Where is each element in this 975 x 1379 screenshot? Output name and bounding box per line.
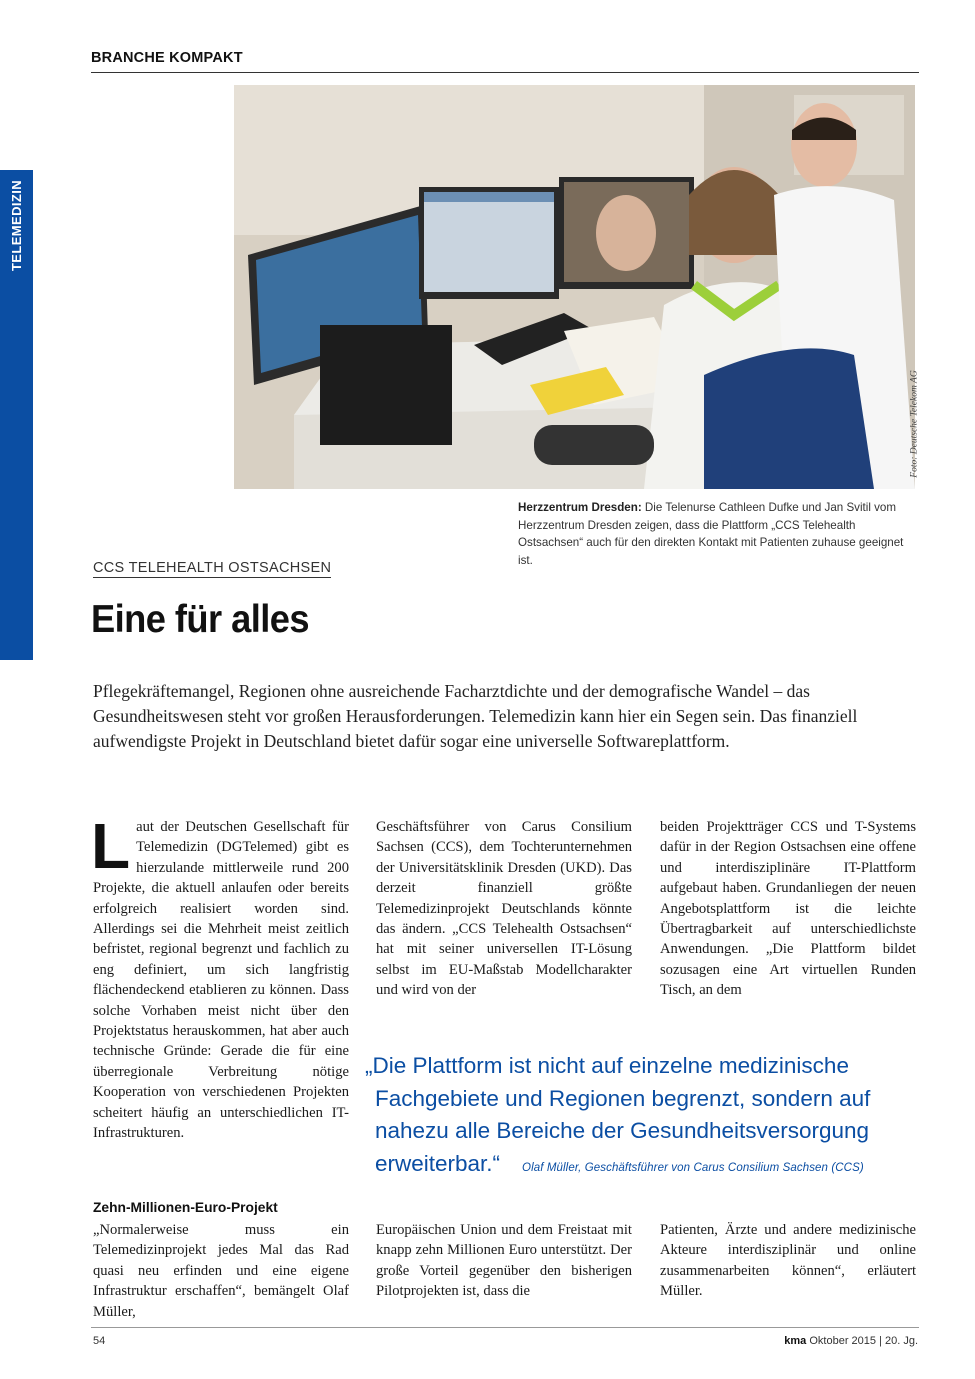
- issue-info: Oktober 2015 | 20. Jg.: [806, 1335, 918, 1347]
- photo-caption: [518, 499, 918, 569]
- footer-rule: [91, 1327, 919, 1328]
- body-column-2-lower: Europäischen Union und dem Freistaat mit knapp zehn Millionen Euro unterstützt. Der große Vorteil gegenüber den bisherigen Pilotprojekten ist, dass die: [376, 1222, 632, 1300]
- quote-line-3: nahezu alle Bereiche der Gesundheitsversorgung: [375, 1118, 870, 1143]
- body-column-1-lower: „Normalerweise muss ein Telemedizinprojekt jedes Mal das Rad quasi neu erfinden und eine eigene Infrastruktur erschaffen“, bemängelt Olaf Müller,: [93, 1222, 349, 1320]
- quote-line-1: „Die Plattform ist nicht auf einzelne medizinische: [365, 1053, 849, 1078]
- body-text-1: aut der Deutschen Gesellschaft für Telemedizin (DGTelemed) gibt es hierzulande mittlerweile rund 200 Projekte, die aktuell anlaufen oder bereits erfolgreich realisiert worden sind. Allerdings sei die Mehrheit meist zeitlich befristet, regional begrenzt und fachlich zu eng definiert, um sich langfristig flächendeckend etablieren zu können. Dass solche Vorhaben meist nicht über den Projektstatus herauskommen, hat aber auch technische Gründe: Gerade die für eine überregionale Verbreitung nötige Kooperation von verschiedenen Projekten scheitert häufig an unterschiedlichen IT-Infrastrukturen.: [93, 819, 349, 1142]
- article-lead: Pflegekräftemangel, Regionen ohne ausreichende Facharztdichte und der demografische Wandel – das Gesundheitswesen steht vor großen Herausforderungen. Telemedizin kann hier ein Segen sein. Das finanziell aufwendigste Projekt in Deutschland bietet dafür sogar eine universelle Softwareplattform.: [93, 681, 858, 751]
- magazine-brand: kma: [784, 1335, 807, 1347]
- page-number: 54: [93, 1335, 106, 1347]
- body-column-1: [91, 810, 349, 1144]
- photo-credit: Foto: Deutsche Telekom AG: [910, 370, 921, 478]
- article-photo: [234, 85, 915, 489]
- quote-line-2: Fachgebiete und Regionen begrenzt, sondern auf: [375, 1085, 871, 1111]
- pull-quote: [365, 1050, 925, 1184]
- section-rubric: BRANCHE KOMPAKT: [91, 50, 243, 66]
- caption-location: Herzzentrum Dresden:: [518, 501, 642, 514]
- quote-line-4: erweiterbar.“ Olaf Müller, Geschäftsführer von Carus Consilium Sachsen (CCS): [375, 1150, 864, 1176]
- photo-illustration: [234, 85, 915, 489]
- quote-attribution: Olaf Müller, Geschäftsführer von Carus Consilium Sachsen (CCS): [522, 1161, 864, 1174]
- body-column-3: beiden Projektträger CCS und T-Systems dafür in der Region Ostsachsen eine offene und interdisziplinäre IT-Plattform aufgebaut haben. Grundanliegen der neuen Angebotsplattform ist die leichte Übertragbarkeit auf unterschiedlichste Anwendungen. „Die Plattform bildet sozusagen eine Art virtuellen Runden Tisch, an dem: [660, 819, 916, 999]
- header-rule: [91, 72, 919, 73]
- article-subhead: Zehn-Millionen-Euro-Projekt: [93, 1200, 278, 1215]
- body-column-2: Geschäftsführer von Carus Consilium Sachsen (CCS), dem Tochterunternehmen der Universitätsklinik Dresden (UKD). Das derzeit finanziell größte Telemedizinprojekt Deutschlands könnte das ändern. „CCS Telehealth Ostsachsen“ hat mit seiner universellen IT-Lösung selbst im EU-Maßstab Modellcharakter und wird von der: [376, 819, 632, 999]
- drop-cap: L: [91, 810, 131, 882]
- article-kicker: CCS TELEHEALTH OSTSACHSEN: [93, 560, 332, 576]
- body-column-3-lower: Patienten, Ärzte und andere medizinische Akteure interdisziplinär und online zusammenarbeiten können“, erläutert Müller.: [660, 1222, 916, 1300]
- caption-text: Die Telenurse Cathleen Dufke und Jan Svitil vom Herzzentrum Dresden zeigen, dass die Plattform „CCS Telehealth Ostsachsen“ auch für den direkten Kontakt mit Patienten zuhause geeignet ist.: [518, 501, 904, 567]
- section-sidebar-label: TELEMEDIZIN: [9, 179, 25, 271]
- article-headline: Eine für alles: [91, 598, 309, 641]
- footer-issue: [784, 1335, 918, 1347]
